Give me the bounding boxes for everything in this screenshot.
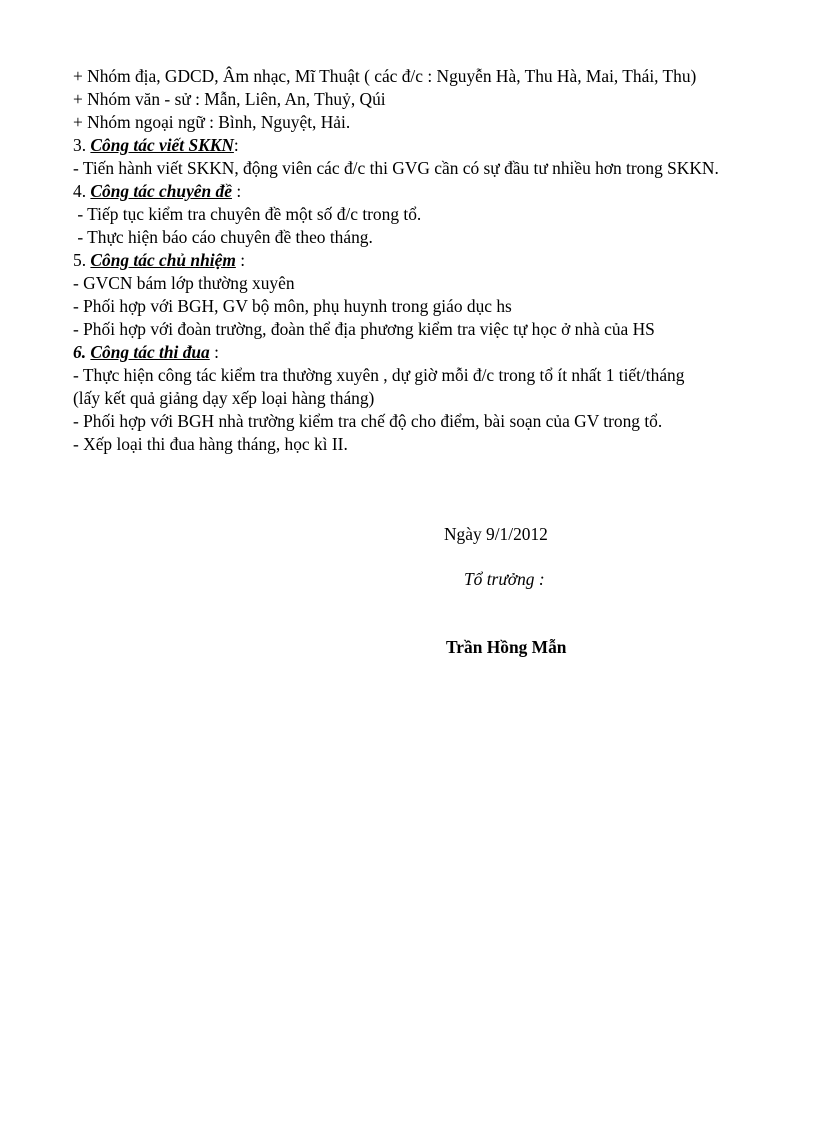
section-item: - Thực hiện báo cáo chuyên đề theo tháng.	[73, 227, 373, 247]
section-title: Công tác chủ nhiệm	[90, 250, 236, 270]
signature-name: Trần Hồng Mẫn	[446, 637, 567, 657]
section-number: 6.	[73, 342, 87, 362]
group-line: + Nhóm văn - sử : Mẫn, Liên, An, Thuỷ, Qúi	[73, 89, 386, 109]
section-item: - Phối hợp với đoàn trường, đoàn thể địa phương kiểm tra việc tự học ở nhà của HS	[73, 319, 655, 339]
section-title: Công tác thi đua	[90, 342, 210, 362]
section-heading-5	[73, 249, 753, 272]
signature-date: Ngày 9/1/2012	[444, 524, 548, 544]
section-colon: :	[240, 250, 246, 270]
section-colon: :	[236, 181, 242, 201]
section-number: 5.	[73, 250, 87, 270]
section-item: - Phối hợp với BGH, GV bộ môn, phụ huynh trong giáo dục hs	[73, 296, 512, 316]
section-heading-3	[73, 134, 753, 157]
section-title: Công tác chuyên đề	[90, 181, 232, 201]
group-line: + Nhóm địa, GDCD, Âm nhạc, Mĩ Thuật ( các đ/c : Nguyễn Hà, Thu Hà, Mai, Thái, Thu)	[73, 66, 697, 86]
section-title: Công tác viết SKKN	[90, 135, 234, 155]
section-number: 3.	[73, 135, 87, 155]
group-line: + Nhóm ngoại ngữ : Bình, Nguyệt, Hải.	[73, 112, 351, 132]
signature-role: Tổ trưởng :	[464, 569, 545, 589]
section-colon: :	[214, 342, 219, 362]
section-colon: :	[233, 135, 239, 155]
section-heading-6	[73, 341, 753, 364]
document-body	[73, 65, 753, 456]
section-number: 4.	[73, 181, 87, 201]
section-item: - Xếp loại thi đua hàng tháng, học kì II.	[73, 434, 348, 454]
section-item: - Tiến hành viết SKKN, động viên các đ/c thi GVG cần có sự đầu tư nhiều hơn trong SKKN.	[73, 158, 719, 178]
section-item: - GVCN bám lớp thường xuyên	[73, 273, 295, 293]
section-item: - Thực hiện công tác kiểm tra thường xuyên , dự giờ mỗi đ/c trong tổ ít nhất 1 tiết/tháng	[73, 365, 685, 385]
section-item: - Tiếp tục kiểm tra chuyên đề một số đ/c trong tổ.	[73, 204, 422, 224]
section-item: (lấy kết quả giảng dạy xếp loại hàng tháng)	[73, 388, 375, 408]
section-heading-4	[73, 180, 753, 203]
section-item: - Phối hợp với BGH nhà trường kiểm tra chế độ cho điểm, bài soạn của GV trong tổ.	[73, 411, 663, 431]
